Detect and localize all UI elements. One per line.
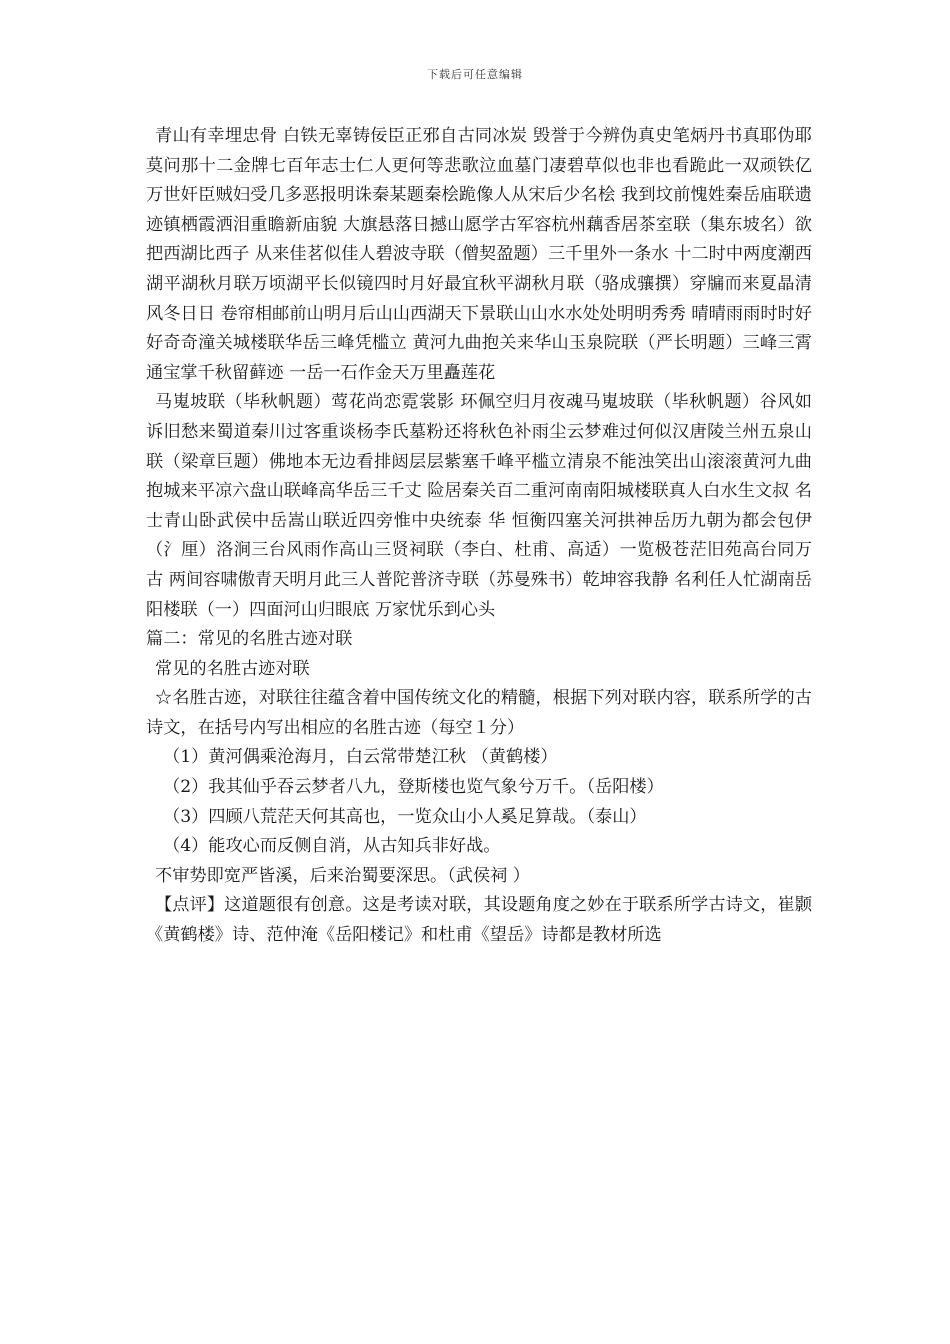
question-item-4-continued: 不审势即宽严皆溪，后来治蜀要深思。（武侯祠 ）	[155, 865, 530, 886]
question-item-2: （2）我其仙乎吞云梦者八九，登斯楼也览气象兮万千。（岳阳楼）	[163, 777, 664, 798]
question-text: ☆名胜古迹，对联往往蕴含着中国传统文化的精髓，根据下列对联内容，联系所学的古诗文，在括号内写出相应的名胜古迹（每空１分）	[146, 688, 812, 738]
comment-paragraph: 【点评】这道题很有创意。这是考读对联，其设题角度之妙在于联系所学古诗文，崔颢《黄鹤楼》诗、范仲淹《岳阳楼记》和杜甫《望岳》诗都是教材所选	[146, 895, 812, 946]
couplets-paragraph-2: 马嵬坡联（毕秋帆题）莺花尚恋霓裳影 环佩空归月夜魂马嵬坡联（毕秋帆题）谷风如诉旧愁来蜀道秦川过客重谈杨李氏墓粉还将秋色补雨尘云梦难过何似汉唐陵兰州五泉山联（梁章巨题）佛地本无边看排闼层层紫塞千峰平槛立清泉不能浊笑出山滚滚黄河九曲抱城来平凉六盘山联峰高华岳三千丈 险居秦关百二重河南南阳城楼联真人白水生文叔 名士青山卧武侯中岳嵩山联近四旁惟中央统泰 华 恒衡四塞关河拱神岳历九朝为都会包伊（氵厘）洛涧三台风雨作高山三贤祠联（李白、杜甫、高适）一览极苍茫旧苑高台同万古 两间容啸傲青天明月此三人普陀普济寺联（苏曼殊书）乾坤容我静 名利任人忙湖南岳阳楼联（一）四面河山归眼底 万家忧乐到心头	[146, 392, 812, 620]
question-item-1: （1）黄河偶乘沧海月，白云常带楚江秋 （黄鹤楼）	[163, 747, 558, 768]
section-heading: 篇二：常见的名胜古迹对联	[146, 629, 353, 650]
couplets-paragraph-1: 青山有幸埋忠骨 白铁无辜铸佞臣正邪自古同冰炭 毁誉于今辨伪真史笔炳丹书真耶伪耶莫问那十二金牌七百年志士仁人更何等悲歌泣血墓门凄碧草似也非也看跪此一双顽铁亿万世奸臣贼妇受几多恶报明诛秦某题秦桧跪像人从宋后少名桧 我到坟前愧姓秦岳庙联遗迹镇栖霞洒泪重瞻新庙貌 大旗悬落日撼山愿学古军容杭州藕香居茶室联（集东坡名）欲把西湖比西子 从来佳茗似佳人碧波寺联（僧契盈题）三千里外一条水 十二时中两度潮西湖平湖秋月联万顷湖平长似镜四时月好最宜秋平湖秋月联（骆成骧撰）穿牖而来夏晶清风冬日日 卷帘相邮前山明月后山山西湖天下景联山山水水处处明明秀秀 晴晴雨雨时时好好奇奇潼关城楼联华岳三峰凭槛立 黄河九曲抱关来华山玉泉院联（严长明题）三峰三霄通宝掌千秋留藓迹 一岳一石作金天万里矗莲花	[146, 126, 812, 383]
page-header: 下载后可任意编辑	[427, 68, 523, 81]
document-body	[146, 122, 812, 951]
sub-heading: 常见的名胜古迹对联	[155, 658, 310, 679]
question-item-3: （3）四顾八荒茫天何其高也，一览众山小人奚足算哉。（泰山）	[163, 806, 647, 827]
question-item-4: （4）能攻心而反侧自消，从古知兵非好战。	[163, 836, 501, 857]
